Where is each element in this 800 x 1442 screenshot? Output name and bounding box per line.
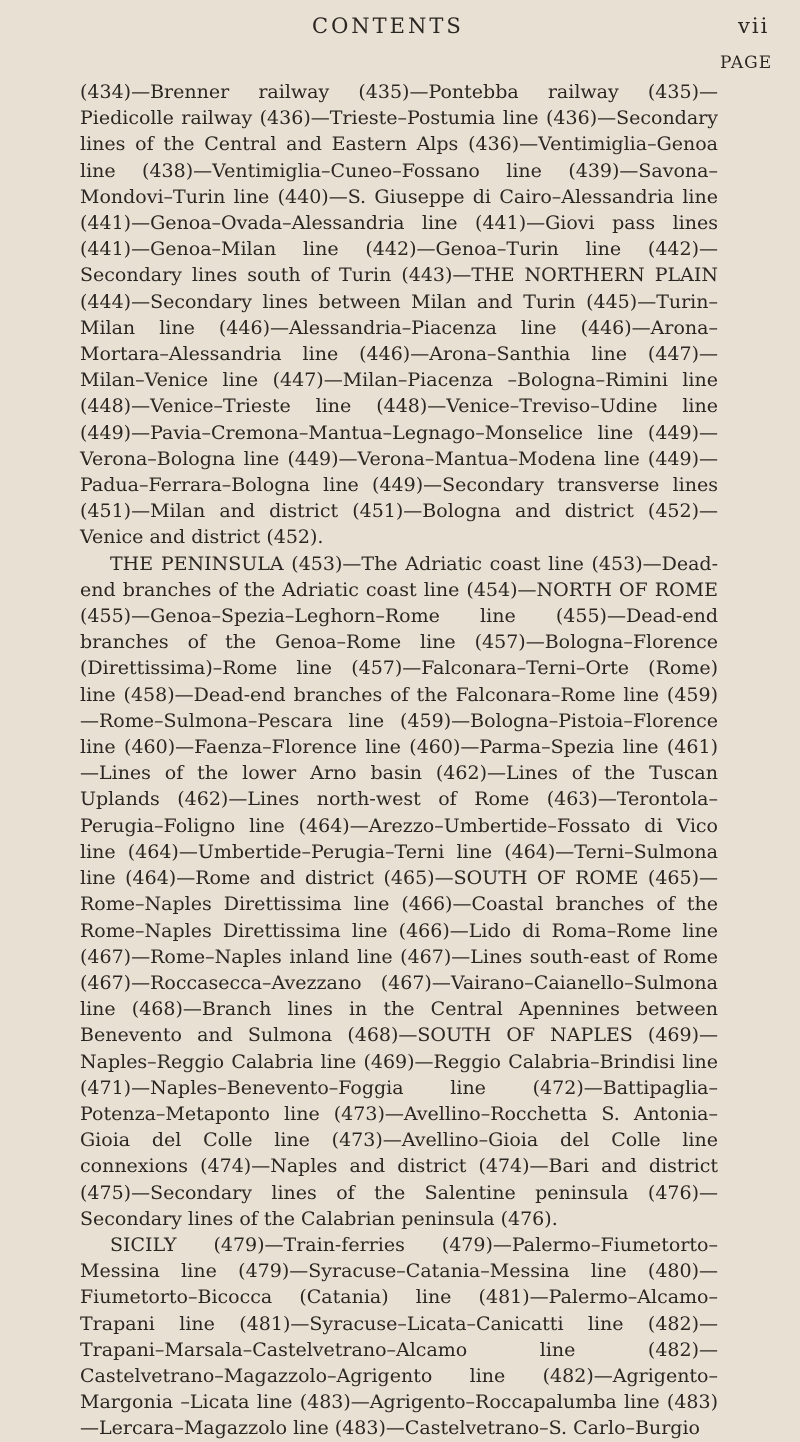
contents-paragraph-sicily: SICILY (479)—Train-ferries (479)—Palermo–Fiumetorto–Messina line (479)—Syracuse–Catania–Messina line (480)—Fiumetorto–Bicocca (Catania) line (481)—Palermo–Alcamo–Trapani line (481)—Syracuse–Licata–Canicatti line (482)—Trapani–Marsala–Castelvetrano–Alcamo line (482)—Castelvetrano–Magazzolo–Agrigento line (482)—Agrigento–Margonia –Licata line (483)—Agrigento–Roccapalumba line (483)—Lercara–Magazzolo line (483)—Castelvetrano–S. Carlo–Burgio [80,1233,718,1440]
page-column-label: PAGE [720,53,773,73]
running-head [0,14,800,54]
contents-body [80,79,718,1442]
contents-paragraph-alps-northern-plain: (434)—Brenner railway (435)—Pontebba railway (435)—Piedicolle railway (436)—Trieste–Postumia line (436)—Secondary lines of the Central and Eastern Alps (436)—Ventimiglia–Genoa line (438)—Ventimiglia–Cuneo–Fossano line (439)—Savona–Mondovi–Turin line (440)—S. Giuseppe di Cairo–Alessandria line (441)—Genoa–Ovada–Alessandria line (441)—Giovi pass lines (441)—Genoa–Milan line (442)—Genoa–Turin line (442)—Secondary lines south of Turin (443)—THE NORTHERN PLAIN (444)—Secondary lines between Milan and Turin (445)—Turin–Milan line (446)—Alessandria–Piacenza line (446)—Arona–Mortara–Alessandria line (446)—Arona–Santhia line (447)—Milan–Venice line (447)—Milan–Piacenza –Bologna–Rimini line (448)—Venice–Trieste line (448)—Venice–Treviso–Udine line (449)—Pavia–Cremona–Mantua–Legnago–Monselice line (449)—Verona–Bologna line (449)—Verona–Mantua–Modena line (449)—Padua–Ferrara–Bologna line (449)—Secondary transverse lines (451)—Milan and district (451)—Bologna and district (452)—Venice and district (452). [80,81,718,549]
contents-paragraph-peninsula: THE PENINSULA (453)—The Adriatic coast line (453)—Dead-end branches of the Adriatic coast line (454)—NORTH OF ROME (455)—Genoa–Spezia–Leghorn–Rome line (455)—Dead-end branches of the Genoa–Rome line (457)—Bologna–Florence (Direttissima)–Rome line (457)—Falconara–Terni–Orte (Rome) line (458)—Dead-end branches of the Falconara–Rome line (459)—Rome–Sulmona–Pescara line (459)—Bologna–Pistoia–Florence line (460)—Faenza–Florence line (460)—Parma–Spezia line (461)—Lines of the lower Arno basin (462)—Lines of the Tuscan Uplands (462)—Lines north-west of Rome (463)—Terontola–Perugia–Foligno line (464)—Arezzo–Umbertide–Fossato di Vico line (464)—Umbertide–Perugia–Terni line (464)—Terni–Sulmona line (464)—Rome and district (465)—SOUTH OF ROME (465)—Rome–Naples Direttissima line (466)—Coastal branches of the Rome–Naples Direttissima line (466)—Lido di Roma–Rome line (467)—Rome–Naples inland line (467)—Lines south-east of Rome (467)—Roccasecca–Avezzano (467)—Vairano–Caianello–Sulmona line (468)—Branch lines in the Central Apennines between Benevento and Sulmona (468)—SOUTH OF NAPLES (469)—Naples–Reggio Calabria line (469)—Reggio Calabria–Brindisi line (471)—Naples–Benevento–Foggia line (472)—Battipaglia–Potenza–Metaponto line (473)—Avellino–Rocchetta S. Antonia–Gioia del Colle line (473)—Avellino–Gioia del Colle line connexions (474)—Naples and district (474)—Bari and district (475)—Secondary lines of the Salentine peninsula (476)—Secondary lines of the Calabrian peninsula (476). [80,552,718,1230]
running-head-title: CONTENTS [312,14,464,38]
page-number: vii [738,14,770,38]
